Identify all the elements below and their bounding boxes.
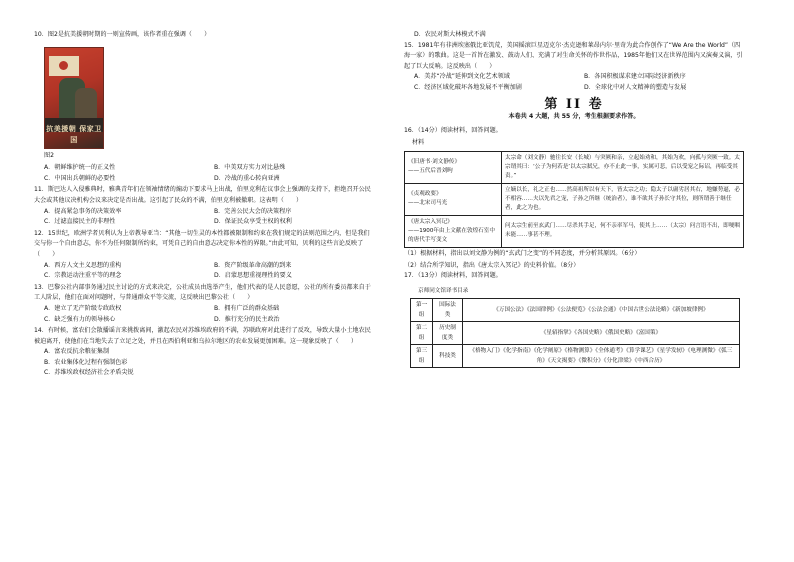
books-cell: 《格物入门》《化学指南》《化学阐原》《格物测算》《全体通考》《算学课艺》《星学发轫》《电理测微》《弧三角》《天文揭要》《微积分》《分化津梁》《中西合历》 xyxy=(462,345,739,368)
option-d: D．全球化中对人文精神的塑造与发展 xyxy=(584,83,687,91)
table-row xyxy=(405,215,744,247)
q10-options xyxy=(34,163,374,184)
figure-label: 图2 xyxy=(44,151,54,159)
left-column xyxy=(34,30,374,380)
option-c: C．缺乏强有力的领导核心 xyxy=(44,315,116,323)
option-b: B．中美双方实力对比悬殊 xyxy=(214,164,286,172)
table-row xyxy=(405,151,744,183)
option-a: A．西方人文主义思想的重构 xyxy=(44,261,122,269)
q16-stem: 16．（14分）阅读材料，回答问题。 xyxy=(404,126,502,134)
table-row xyxy=(411,299,740,322)
text-cell: 太宗命（刘文静）驰往长安（长城）与突厥和亲，立起始劝和，其始为欢，向孤与突厥一致。太宗谓其曰：‘公子为何若是’以太宗弑兄，亦不止此一事，实属可悲，后以受宠之际诏，再临受其责。” xyxy=(502,151,744,183)
option-b: B．拥有广泛的群众基础 xyxy=(214,304,280,312)
table-row xyxy=(411,322,740,345)
group-cell: 第二组 xyxy=(411,322,433,345)
section-note: 本卷共 4 大题，共 55 分，考生根据要求作答。 xyxy=(508,113,640,121)
q14-stem: 14．有时候，富农们会散播谣言来挑拨离间，激起农民对苏维埃政府的不满，苏联政府对此进行了反攻，导致大量小土地农民被迫离开，使他们在当地失去了立足之处，并且在西伯利亚和乌拉尔地区的农业发展更加困难。这一现象反映了（ ） xyxy=(34,327,371,345)
books-cell: 《星轺指掌》《各国史略》《俄国史略》《富国策》 xyxy=(462,322,739,345)
poster-caption: 抗美援朝 保家卫国 xyxy=(46,125,102,144)
q16-sub1: （1）根据材料，指出以刘文静为例的“玄武门之变”的不同态度，并分析其原因。（6分） xyxy=(404,249,641,257)
material-table xyxy=(404,151,744,248)
source-cell: 《贞观政要》 ——北宋司马光 xyxy=(405,183,502,215)
right-column xyxy=(404,30,744,368)
option-a: A．美苏“冷战”延伸到文化艺术领域 xyxy=(414,73,510,81)
q15-options xyxy=(404,72,744,93)
table-row xyxy=(405,183,744,215)
option-c: C．苏维埃政权经济社会矛盾尖锐 xyxy=(44,369,134,377)
option-d: D．启蒙思想重视理性的要义 xyxy=(214,272,292,280)
q12-options xyxy=(34,261,374,282)
text-cell: 立嫡以长，礼之正也……然高祖所以有天下，皆太宗之功；隐太子以庸劣居其右，地嫌势逼，必不相容……夫以先君之宠，子孙之所继（统治者），谁不欲其子孙长守其位，则所谓善于继任者，此之为也。 xyxy=(502,183,744,215)
option-d: D．推行充分的民主政治 xyxy=(214,315,280,323)
q14-options xyxy=(34,347,374,379)
books-cell: 《万国公法》《法国律例》《公法便览》《公法会通》《中国古世公法论略》《新加坡律例》 xyxy=(462,299,739,322)
q13-options xyxy=(34,304,374,325)
q11-stem: 11．斯巴达人入侵雅典时，雅典青年们在领袖情绪的煽动下要求马上出战，伯里克利在议事会上强调的支持下，拒绝召开公民大会或其他议决机构会议来决定是否出战。这引起了民众的不满，伯里克利被撤职。这表明（ ） xyxy=(34,186,371,204)
option-b: B．农业集体化过程有强制色彩 xyxy=(44,358,128,366)
option-a: A．富农反抗余粮征集制 xyxy=(44,348,110,356)
option-d: D．保证民众享受主权的权利 xyxy=(214,218,292,226)
book-table xyxy=(410,298,740,368)
q11-options xyxy=(34,207,374,228)
table-row xyxy=(411,345,740,368)
q16-sub2: （2）结合所学知识，指出《唐太宗入冥记》的史料价值。（8分） xyxy=(404,261,580,269)
q14-option-d: D．农民对斯大林模式不满 xyxy=(414,31,486,38)
option-b: B．资产阶级革命高潮的到来 xyxy=(214,261,292,269)
category-cell: 科技类 xyxy=(433,345,463,368)
material-label: 材料 xyxy=(412,139,425,147)
text-cell: 问太宗生前至玄武门……尽杀其手足，何不亲率军马，使其上……（太宗）问言语不出，即哽咽未能……事甚不理。 xyxy=(502,215,744,247)
group-cell: 第三组 xyxy=(411,345,433,368)
section-title: 第 II 卷 xyxy=(544,96,604,112)
source-cell: 《旧唐书·刘文静传》 ——五代后晋刘昫 xyxy=(405,151,502,183)
group-cell: 第一组 xyxy=(411,299,433,322)
option-b: B．完善公民大会的决策程序 xyxy=(214,207,292,215)
q15-stem: 15．1981年有非洲埃塞俄比亚饥荒，美国摇滚巨星迈克尔·杰克逊和莱昂内尔·里奇为此合作创作了“We Are the World”（四海一家）的歌曲。这是一首旨在激发、鼓动人们、充满了对生命关怀的作世作品，1985年他们又在世界范围内又演奏义演，引起了巨大反响。这反映出（ ） xyxy=(404,41,743,70)
q17-stem: 17．（13分）阅读材料，回答问题。 xyxy=(404,272,502,280)
flag-shape xyxy=(49,56,79,76)
option-a: A．朝鲜维护统一的正义性 xyxy=(44,164,116,172)
q12-stem: 12．15世纪，欧洲学者贝利认为上帝教导亚当：“其他一切生灵的本性都被限制和约束在我们规定的法则范围之内，但是我们交与你一个自由意志，你不为任何限制所约束，可凭自己的自由意志决定你本性的界限。”由此可知，贝利的这些言论反映了（ ） xyxy=(34,229,370,258)
category-cell: 国际法类 xyxy=(433,299,463,322)
source-cell: 《唐太宗入冥记》 ——1900年由上文献在敦煌石室中的唐代手写变文 xyxy=(405,215,502,247)
option-a: A．建立了无产阶级专政政权 xyxy=(44,304,122,312)
option-c: C．宗教运动注重平等的理念 xyxy=(44,272,122,280)
option-a: A．提高紧急事务的决策效率 xyxy=(44,207,122,215)
table-title: 京师同文馆译书目录 xyxy=(418,287,469,294)
option-b: B．各国积极谋求建立国际经济新秩序 xyxy=(584,73,686,81)
propaganda-poster-image xyxy=(44,47,104,149)
option-c: C．经济区域化破坏各地发展不平衡加剧 xyxy=(414,83,522,91)
q10-stem: 10．图2是抗美援朝时期的一则宣传画，该作者重在强调（ ） xyxy=(34,31,211,38)
option-c: C．中国出兵朝鲜的必要性 xyxy=(44,174,116,182)
option-c: C．过滤直接民主的非理性 xyxy=(44,218,116,226)
category-cell: 历史制度类 xyxy=(433,322,463,345)
q13-stem: 13．巴黎公社内部事务通过民主讨论的方式来决定，公社成员由选举产生，他们代表的是人民意愿，公社的所有委员都来自于工人阶层，他们在面对问题时，与普通群众平等交流，这反映出巴黎公社（ ） xyxy=(34,283,371,302)
option-d: D．冷战的重心转向亚洲 xyxy=(214,174,280,182)
